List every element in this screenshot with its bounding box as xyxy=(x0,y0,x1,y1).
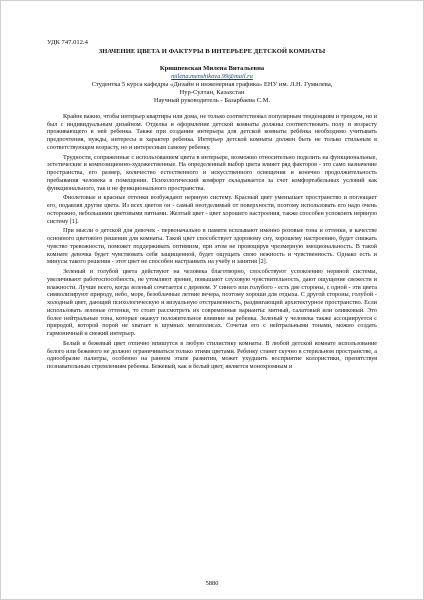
article-body xyxy=(47,113,377,371)
article-title: ЗНАЧЕНИЕ ЦВЕТА И ФАКТУРЫ В ИНТЕРЬЕРЕ ДЕТСКОЙ КОМНАТЫ xyxy=(98,48,326,55)
author-affiliation: Студентка 5 курса кафедры «Дизайн и инженерная графика» ЕНУ им. Л.Н. Гумилева, xyxy=(91,80,333,88)
page-number: 5880 xyxy=(205,580,219,587)
body-paragraph: Фиолетовые и красные оттенки возбуждают нервную систему. Красный цвет уменьшает пространство и поглощает его, подавляя другие цвета. Из всех цветов он - самый неотделимый от поверхности, поэтому использовать его надо очень осторожно, небольшими цветовыми пятнами. Желтый цвет - цвет хорошего настроения, также способен успокоить нервную систему [1]. xyxy=(47,194,377,225)
body-paragraph: Трудности, сопряженные с использованием цвета в интерьере, возможно относительно поделить на функциональные, эстетические и композиционно-художественные. На определенный выбор цвета влияет ряд факторов - это само назначение пространства, его размер, количество естественного и искусственного освещения и конечно продолжительность пребывания человека в помещении. Психологический комфорт складывается за счет комфортабельных условий как функционального, так и не функционального пространства. xyxy=(47,153,377,192)
author-email-link[interactable]: milena.menshikova.99@mail.ru xyxy=(171,73,253,80)
author-name: Кришпевская Милена Витальевна xyxy=(159,65,265,72)
body-paragraph: Зеленый и голубой цвета действуют на человека благотворно, способствуют успокоению нервной системы, увеличивают работоспособность, не утомляют зрение, повышают слуховую чувствительность, дают ощущение свежести и влажности. Лучше всего, когда зеленый сочетается с деревом. У синего или голубого - есть две стороны, с одной - эти цвета символизируют природу, небо, море, безоблачные летние вечера, поэтому хороши для отдыха. С другой стороны, голубой - холодный цвет, дающий психологическую и визуальную отстраненность, раздвигающий архитектурное пространство. Если использовать зеленые оттенки, то стоит рассмотреть их современные варианты: мятный, салатовый или оливковый. Это более нейтральные тона, которые окажут положительное влияние на ребенка. Зеленый у человека также ассоциируется с природой, которой порой не хватает в шумных мегаполисах. Сочетая его с нейтральными тонами, можно создать гармоничный и свежий интерьер. xyxy=(47,268,377,338)
udk-code: УДК 747.012.4 xyxy=(47,39,88,46)
body-paragraph: При мысли о детской для девочек - первоначально в памяти всплывают именно розовые тона и оттенки, в качестве основного цветового решения для комнаты. Такой цвет способствует здоровому сну, хорошему настроению, будет снижать чувство тревожности, поможет поддерживать оптимизм, при этом не провоцируя чрезмерную эмоциональность. В такой комнате девочка будет чувствовать себя защищенной, будет ощущать свою нежность и чувственность. Однако есть и минусы такого решения - этот цвет не способен настраивать на учебу и занятия [2]. xyxy=(47,227,377,266)
body-paragraph: Крайне важно, чтобы интерьер квартиры или дома, не только соответствовал популярным тенденциям и трендом, но и был с индивидуальным дизайном. Отделка и оформление детской комнаты должны соответствовать полу и возрасту проживающего в ней ребенка. Также при создании интерьера для детской комнаты ребёнка необходимо учитывать предпочтения, нужды, интересы и характер ребенка. Интерьер детской комнаты должен быть не только стильным в соответствующем возрасту, но и интересным самому ребенку. xyxy=(47,112,377,151)
scientific-supervisor: Научный руководитель - Базарбаева С.М. xyxy=(153,97,271,105)
body-paragraph: Белый и бежевый цвет отлично впишутся в любую стилистику комнаты. В любой детской комнате использование белого или бежевого не должно ограничиваться только этими цветами. Ребенку станет скучно в стерильном пространстве, а однообразие палитры, особенно на раннем этапе развития, может ухудшить восприятие колористики, препятствуя познавательным стремлениям ребенка. Бежевый, как и белый цвет, является монохромным и xyxy=(47,339,377,371)
author-city: Нур-Султан, Казахстан xyxy=(179,89,245,96)
